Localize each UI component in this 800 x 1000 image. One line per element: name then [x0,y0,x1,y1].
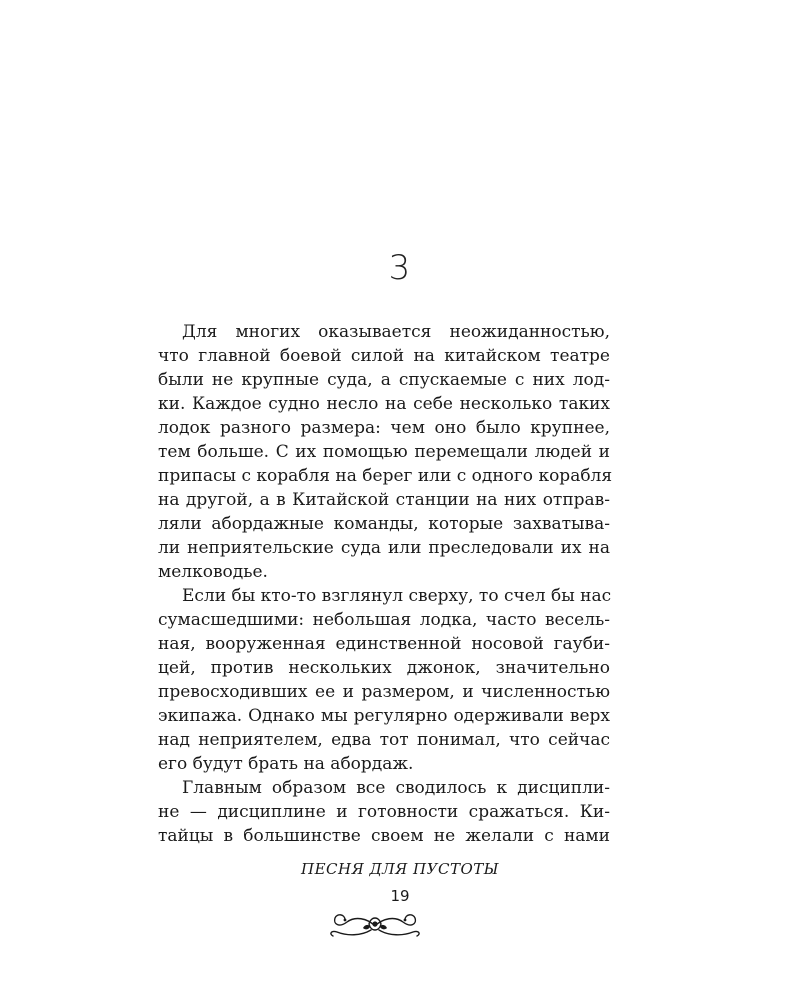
text-line: экипажа. Однако мы регулярно одерживали верх [158,706,610,726]
flourish-ornament-icon [325,908,425,942]
text-line: ляли абордажные команды, которые захватыва- [158,514,610,534]
text-line: сумасшедшими: небольшая лодка, часто весель- [158,610,610,630]
text-line: лодок разного размера: чем оно было крупнее, [158,418,610,438]
text-line: Для многих оказывается неожиданностью, [182,322,610,342]
text-line: ки. Каждое судно несло на себе несколько таких [158,394,610,414]
text-line: Если бы кто-то взглянул сверху, то счел бы нас [182,586,612,606]
text-line: тайцы в большинстве своем не желали с нами [158,826,610,846]
text-line: что главной боевой силой на китайском театре [158,346,610,366]
text-line: ли неприятельские суда или преследовали их на [158,538,610,558]
text-line: тем больше. С их помощью перемещали людей и [158,442,610,462]
page-number: 19 [390,887,410,905]
chapter-number: 3 [388,248,412,288]
text-line: Главным образом все сводилось к дисципли- [182,778,610,798]
body-text [158,320,613,848]
running-title: ПЕСНЯ ДЛЯ ПУСТОТЫ [300,860,500,878]
text-line: мелководье. [158,562,268,582]
text-line: цей, против нескольких джонок, значительно [158,658,610,678]
text-line: были не крупные суда, а спускаемые с них лод- [158,370,610,390]
text-line: припасы с корабля на берег или с одного корабля [158,466,613,486]
text-line: не — дисциплине и готовности сражаться. Ки- [158,802,610,822]
text-line: ная, вооруженная единственной носовой гауби- [158,634,610,654]
paragraph [158,320,613,584]
text-line: над неприятелем, едва тот понимал, что сейчас [158,730,610,750]
paragraph [158,584,610,776]
text-line: на другой, а в Китайской станции на них отправ- [158,490,610,510]
text-line: его будут брать на абордаж. [158,754,414,774]
text-line: превосходивших ее и размером, и численностью [158,682,610,702]
paragraph [158,776,610,848]
